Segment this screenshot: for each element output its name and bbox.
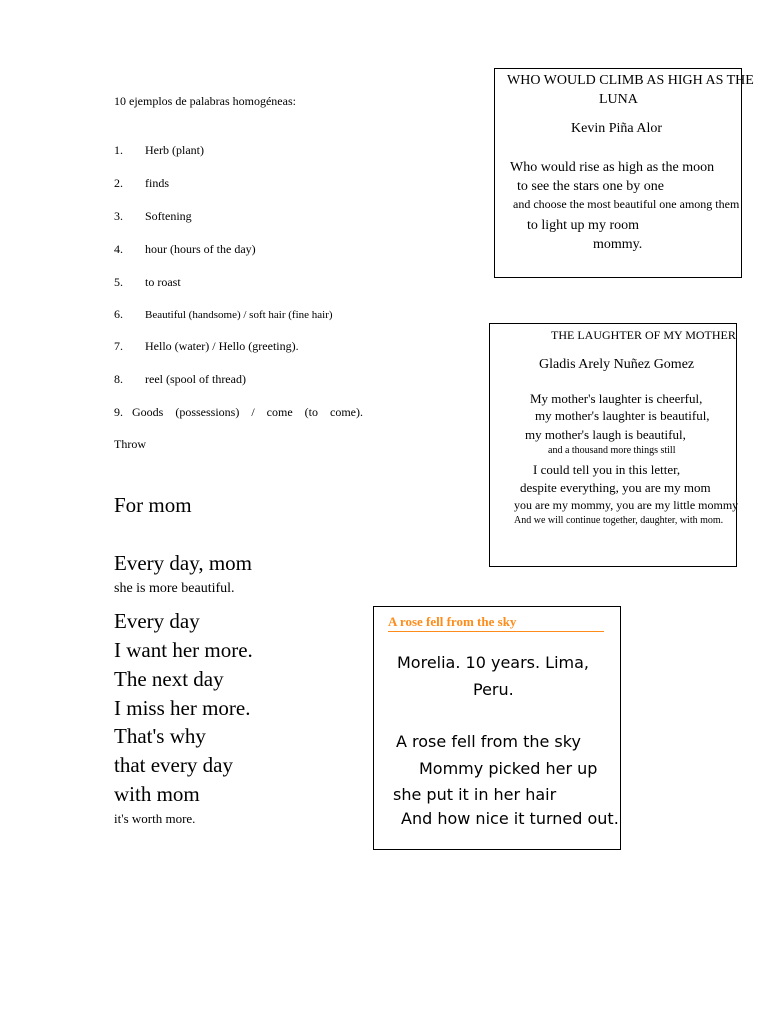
- list-item: [114, 307, 333, 322]
- poem-box-moon: [494, 68, 754, 278]
- list-item-text: Hello (water) / Hello (greeting).: [145, 339, 299, 353]
- list-item-number: 3.: [114, 209, 123, 223]
- list-item-number: 9.: [114, 405, 123, 419]
- list-item-text: Goods (possessions) / come (to come).: [132, 405, 363, 419]
- poem-line: Every day, mom: [114, 551, 253, 575]
- box-line: despite everything, you are my mom: [520, 480, 711, 495]
- list-item: [114, 405, 363, 420]
- box-line: you are my mommy, you are my little mommy: [514, 498, 739, 512]
- list-item-number: 1.: [114, 143, 123, 157]
- box-line: I could tell you in this letter,: [533, 462, 681, 477]
- box-line: Morelia. 10 years. Lima,: [397, 653, 590, 672]
- list-item: [114, 372, 246, 387]
- poem-line: Every day: [114, 609, 200, 633]
- poem-line: that every day: [114, 753, 233, 777]
- box-title: WHO WOULD CLIMB AS HIGH AS THE: [507, 73, 754, 88]
- list-item: [114, 176, 169, 191]
- list-item-text: reel (spool of thread): [145, 372, 246, 386]
- box-line: Who would rise as high as the moon: [510, 160, 715, 175]
- box-author: Gladis Arely Nuñez Gomez: [539, 357, 695, 372]
- box-line: And how nice it turned out.: [401, 809, 619, 828]
- list-item-number: 8.: [114, 372, 123, 386]
- box-author: Kevin Piña Alor: [571, 121, 662, 136]
- poem-title: For mom: [114, 493, 192, 517]
- box-line: Peru.: [473, 680, 514, 699]
- box-line: And we will continue together, daughter, with mom.: [514, 515, 724, 526]
- list-item: [114, 339, 299, 354]
- poem-line: I miss her more.: [114, 696, 251, 720]
- box-line: she put it in her hair: [393, 785, 557, 804]
- box-line: my mother's laugh is beautiful,: [525, 427, 686, 442]
- poem-line: with mom: [114, 782, 200, 806]
- poem-line: it's worth more.: [114, 811, 196, 826]
- box-title: A rose fell from the sky: [388, 614, 604, 632]
- box-line: My mother's laughter is cheerful,: [530, 391, 703, 406]
- poem-line: The next day: [114, 667, 224, 691]
- list-item-text: Beautiful (handsome) / soft hair (fine hair): [145, 309, 333, 321]
- poem-box-rose: [373, 606, 621, 850]
- poem-line: she is more beautiful.: [114, 581, 235, 596]
- box-line: and choose the most beautiful one among them: [513, 197, 740, 211]
- list-item: [114, 143, 204, 158]
- box-line: to see the stars one by one: [517, 179, 664, 194]
- box-title-continued: LUNA: [599, 92, 638, 107]
- list-intro: 10 ejemplos de palabras homogéneas:: [114, 94, 296, 108]
- box-line: my mother's laughter is beautiful,: [535, 408, 710, 423]
- box-line: and a thousand more things still: [548, 445, 676, 456]
- list-item: [114, 242, 256, 257]
- list-item-text: Softening: [145, 209, 192, 223]
- list-item: [114, 275, 181, 290]
- throw-label: Throw: [114, 437, 146, 451]
- list-item-text: Herb (plant): [145, 143, 204, 157]
- poem-line: I want her more.: [114, 638, 253, 662]
- box-line: to light up my room: [527, 218, 639, 233]
- box-line: A rose fell from the sky: [396, 732, 581, 751]
- list-item-text: finds: [145, 176, 169, 190]
- list-item-number: 4.: [114, 242, 123, 256]
- list-item-number: 7.: [114, 339, 123, 353]
- poem-line: That's why: [114, 724, 206, 748]
- box-line: mommy.: [593, 237, 643, 252]
- list-item-number: 5.: [114, 275, 123, 289]
- poem-box-laughter: [489, 323, 737, 567]
- list-item-number: 6.: [114, 307, 123, 321]
- box-title: THE LAUGHTER OF MY MOTHER: [551, 328, 736, 342]
- list-item-text: hour (hours of the day): [145, 242, 256, 256]
- list-item: [114, 209, 192, 224]
- list-item-text: to roast: [145, 275, 181, 289]
- list-item-number: 2.: [114, 176, 123, 190]
- box-line: Mommy picked her up: [419, 759, 598, 778]
